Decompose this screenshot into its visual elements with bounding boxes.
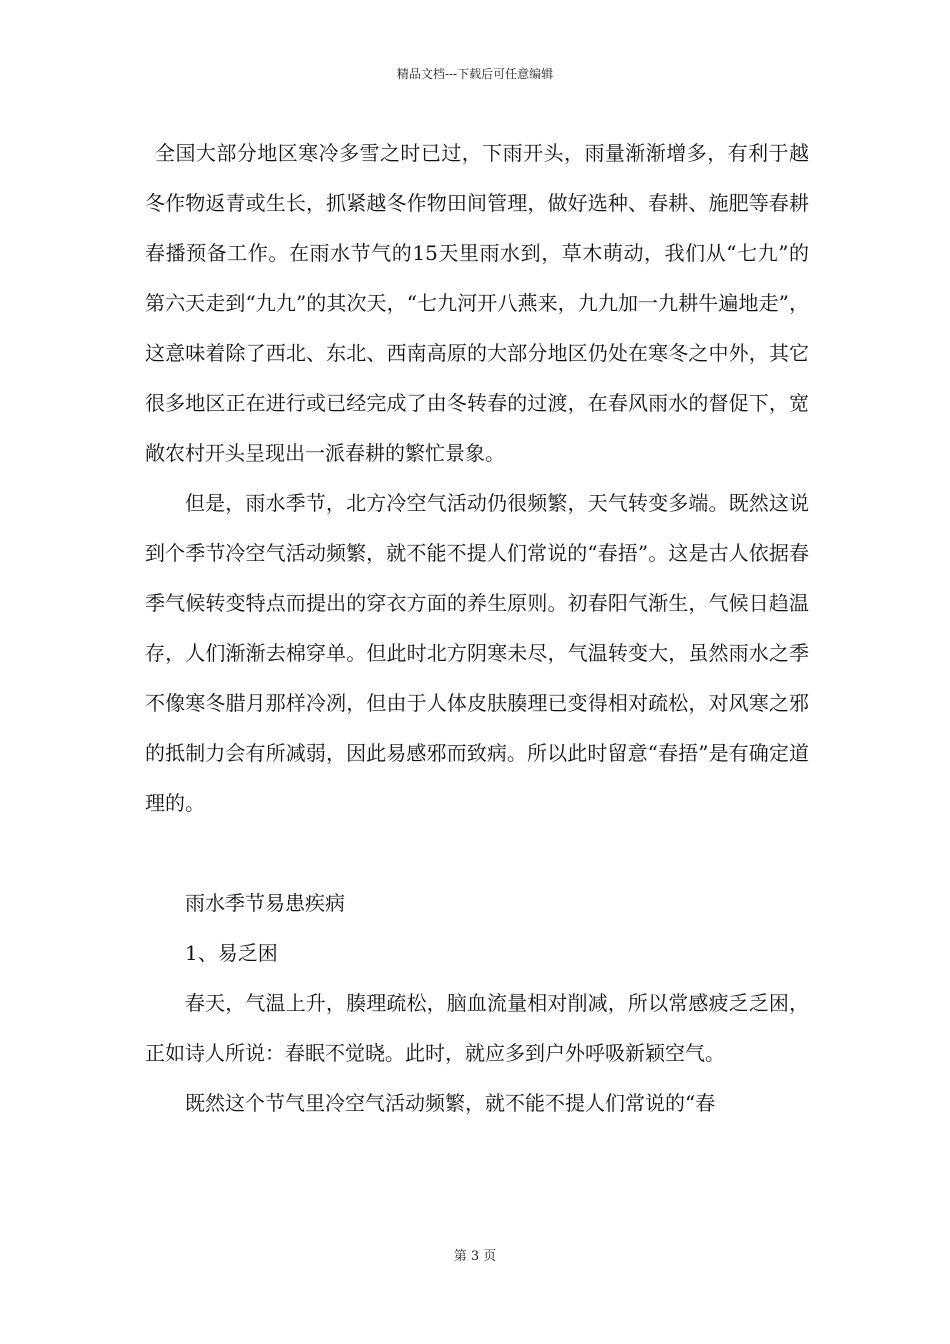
section-heading: 雨水季节易患疾病	[185, 891, 345, 915]
document-body	[145, 128, 809, 1128]
paragraph-intro: 全国大部分地区寒冷多雪之时已过，下雨开头，雨量渐渐增多，有利于越冬作物返青或生长，抓紧越冬作物田间管理，做好选种、春耕、施肥等春耕春播预备工作。在雨水节气的15天里雨水到，草木萌动，我们从“七九”的第六天走到“九九”的其次天，“七九河开八燕来，九九加一九耕牛遍地走”，这意味着除了西北、东北、西南高原的大部分地区仍处在寒冬之中外，其它很多地区正在进行或已经完成了由冬转春的过渡，在春风雨水的督促下，宽敞农村开头呈现出一派春耕的繁忙景象。	[145, 141, 809, 465]
page-header: 精品文档---下载后可任意编辑	[396, 67, 554, 81]
paragraph-chunwu: 但是，雨水季节，北方冷空气活动仍很频繁，天气转变多端。既然这说到个季节冷空气活动频繁，就不能不提人们常说的“春捂”。这是古人依据春季气候转变特点而提出的穿衣方面的养生原则。初春阳气渐生，气候日趋温存，人们渐渐去棉穿单。但此时北方阴寒未尽，气温转变大，虽然雨水之季不像寒冬腊月那样冷冽，但由于人体皮肤腠理已变得相对疏松，对风寒之邪的抵制力会有所减弱，因此易感邪而致病。所以此时留意“春捂”是有确定道理的。	[145, 491, 809, 815]
paragraph-fatigue: 春天，气温上升，腠理疏松，脑血流量相对削减，所以常感疲乏乏困，正如诗人所说：春眠不觉晓。此时，就应多到户外呼吸新颖空气。	[145, 991, 809, 1065]
page-number: 第 3 页	[453, 1249, 497, 1264]
subsection-heading: 1、易乏困	[185, 941, 278, 965]
paragraph-continuation: 既然这个节气里冷空气活动频繁，就不能不提人们常说的“春	[185, 1091, 716, 1115]
